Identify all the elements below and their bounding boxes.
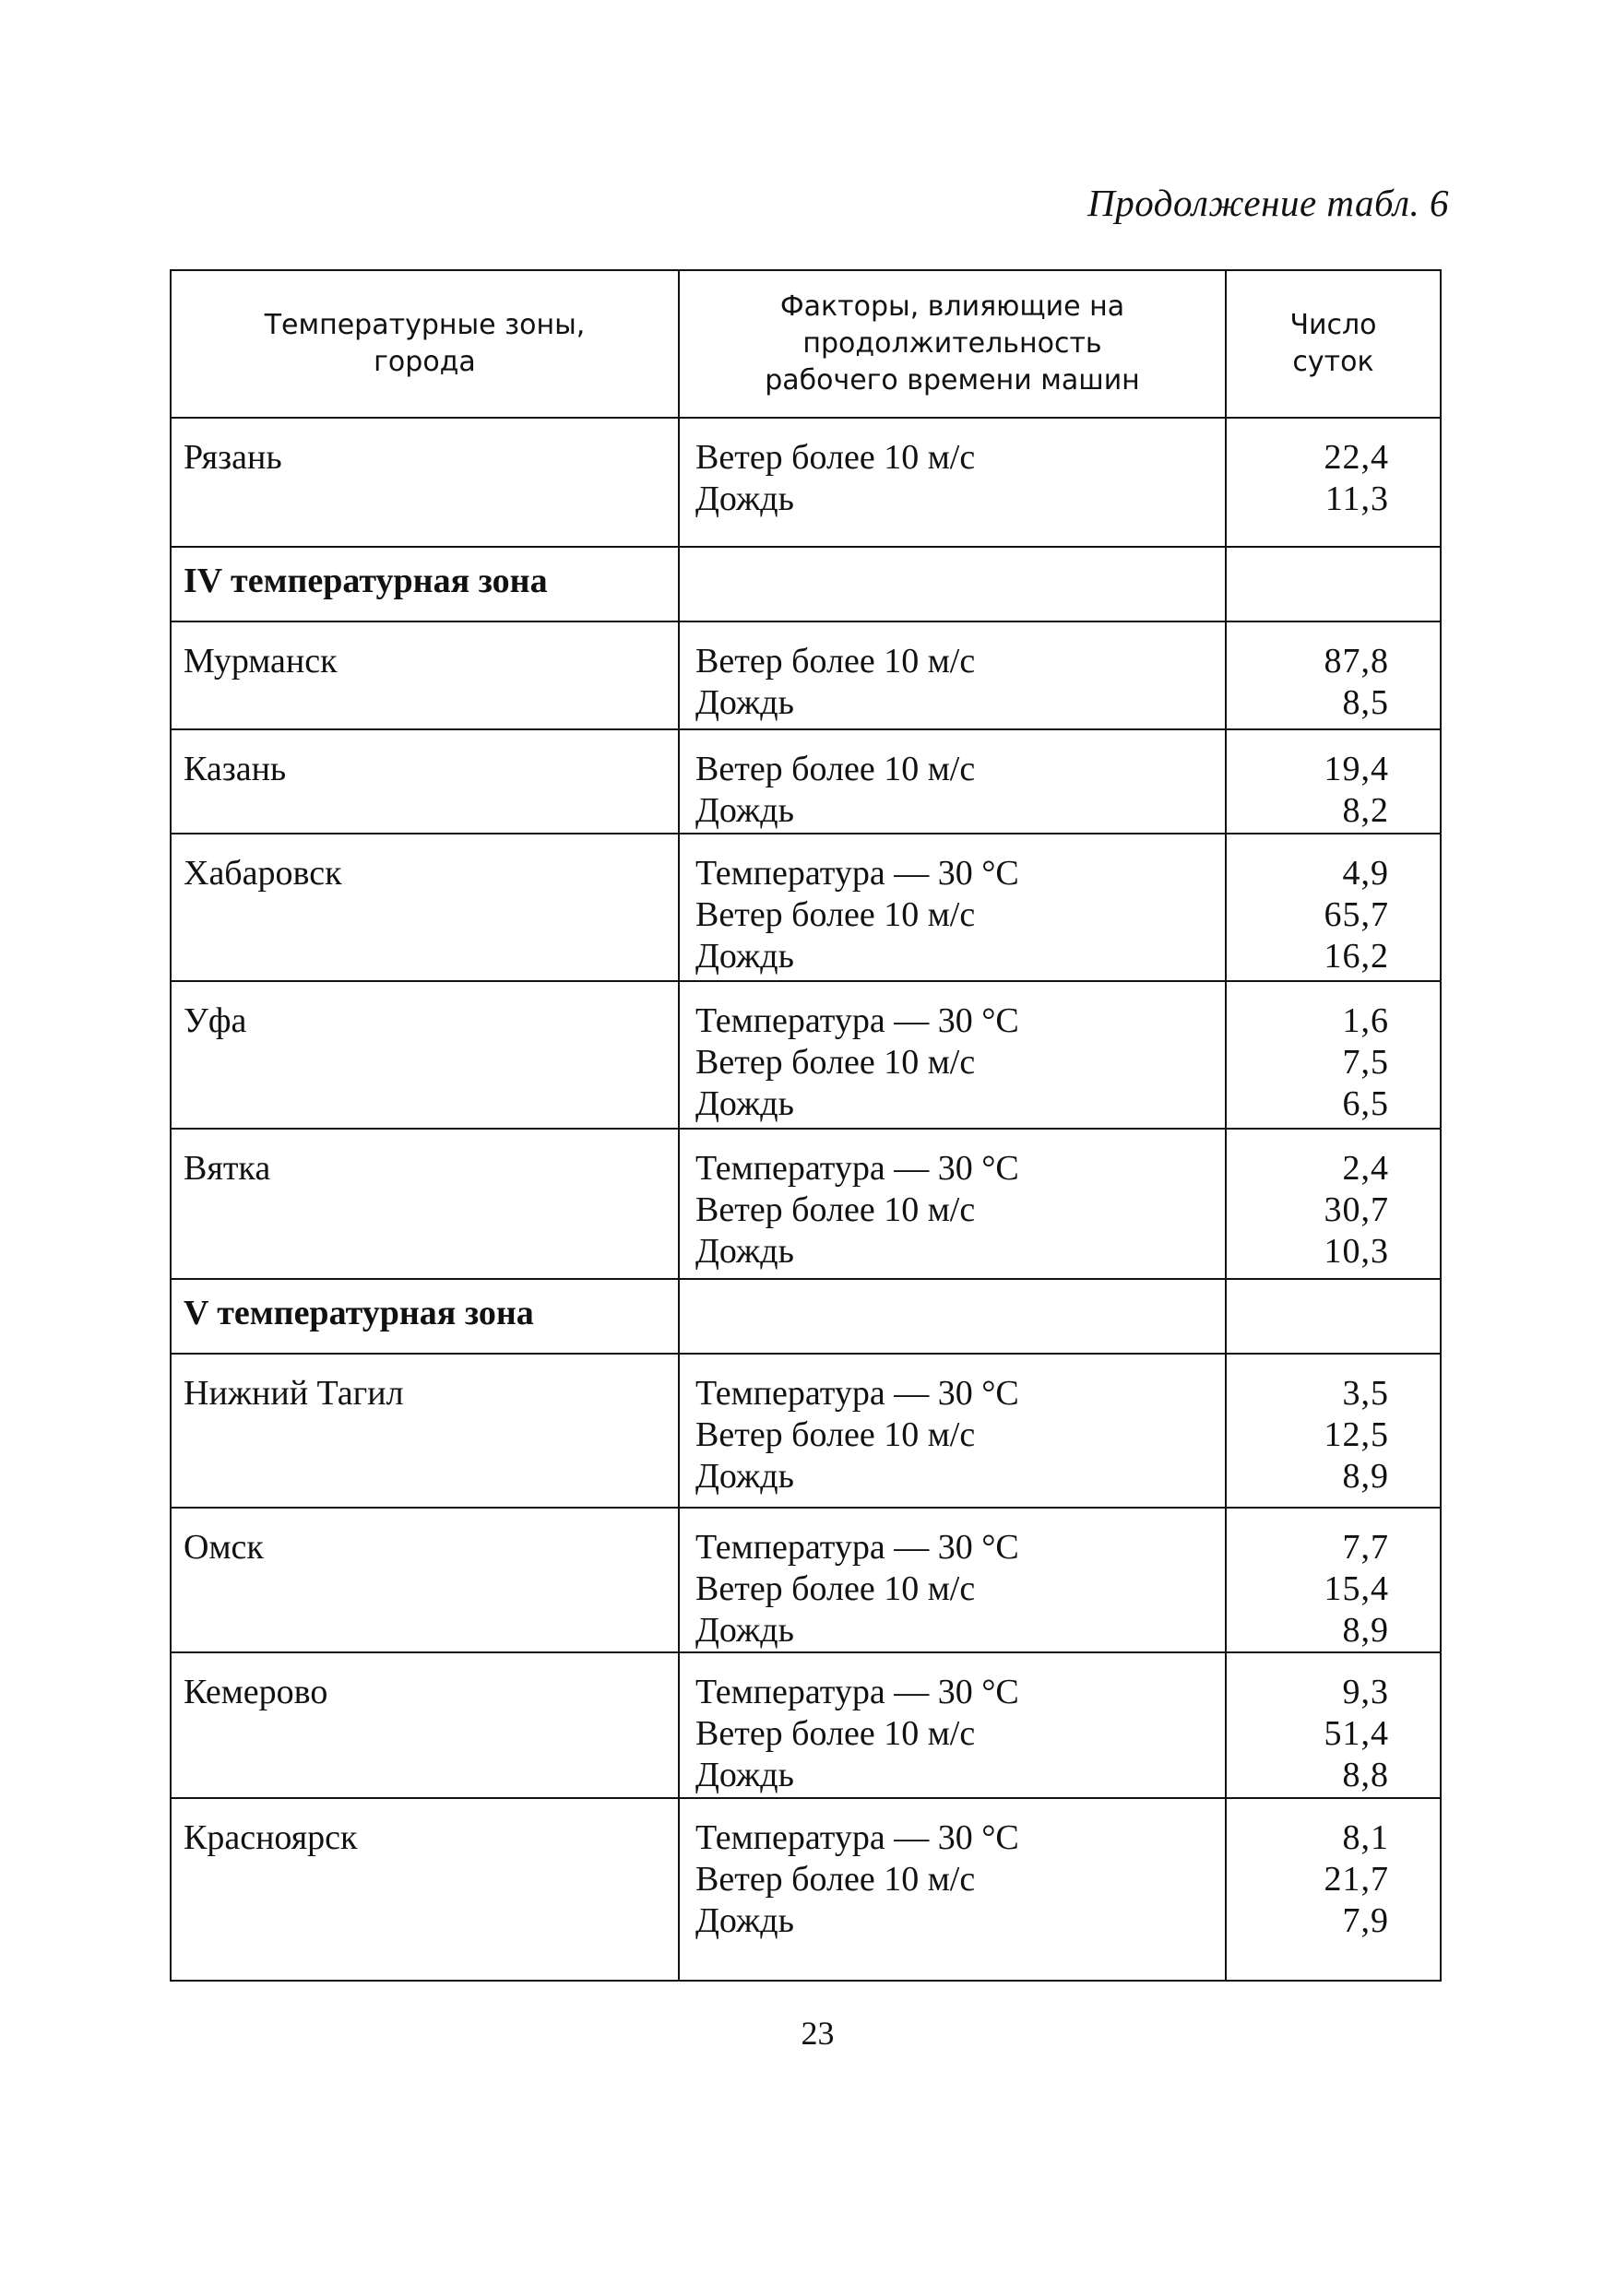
days-value: 8,8	[1342, 1756, 1389, 1794]
zone-heading: V температурная зона	[171, 1279, 679, 1354]
table-caption: Продолжение табл. 6	[1087, 182, 1449, 224]
days-value: 7,7	[1342, 1528, 1389, 1567]
factors-cell	[679, 834, 1226, 981]
factors-cell	[679, 621, 1226, 729]
zone-row	[171, 1279, 1441, 1354]
city-name: Нижний Тагил	[171, 1354, 679, 1508]
days-value: 8,9	[1342, 1611, 1389, 1650]
page-number: 23	[801, 2015, 835, 2052]
empty-cell	[679, 547, 1226, 621]
days-cell	[1226, 621, 1441, 729]
factor-item: Температура — 30 °С	[695, 1528, 1019, 1567]
days-cell	[1226, 1354, 1441, 1508]
factor-item: Температура — 30 °С	[695, 1001, 1019, 1040]
city-name: Рязань	[171, 418, 679, 547]
factor-item: Дождь	[695, 479, 794, 518]
days-value: 1,6	[1342, 1001, 1389, 1040]
days-value: 12,5	[1324, 1415, 1389, 1454]
days-cell	[1226, 418, 1441, 547]
days-cell	[1226, 1798, 1441, 1981]
header-factors: Факторы, влияющие на продолжительность рабочего времени машин	[679, 270, 1226, 418]
factor-item: Дождь	[695, 683, 794, 722]
factor-item: Дождь	[695, 1756, 794, 1794]
factors-cell	[679, 1508, 1226, 1652]
days-value: 16,2	[1324, 937, 1389, 976]
factor-item: Дождь	[695, 1901, 794, 1940]
city-name: Казань	[171, 729, 679, 834]
days-value: 8,2	[1342, 791, 1389, 830]
city-name: Омск	[171, 1508, 679, 1652]
days-value: 65,7	[1324, 895, 1389, 934]
factor-item: Температура — 30 °С	[695, 854, 1019, 893]
factor-item: Дождь	[695, 1611, 794, 1650]
factor-item: Ветер более 10 м/с	[695, 750, 976, 788]
days-value: 15,4	[1324, 1569, 1389, 1608]
empty-cell	[1226, 547, 1441, 621]
factor-item: Ветер более 10 м/с	[695, 895, 976, 934]
table-header-row	[171, 270, 1441, 418]
table-row	[171, 1798, 1441, 1981]
factors-cell	[679, 1798, 1226, 1981]
days-value: 11,3	[1324, 479, 1389, 518]
days-value: 8,9	[1342, 1457, 1389, 1496]
factor-item: Ветер более 10 м/с	[695, 1415, 976, 1454]
zone-row	[171, 547, 1441, 621]
days-value: 7,5	[1342, 1043, 1389, 1082]
days-value: 22,4	[1324, 438, 1389, 477]
factor-item: Дождь	[695, 1084, 794, 1123]
factor-item: Ветер более 10 м/с	[695, 1569, 976, 1608]
factor-item: Ветер более 10 м/с	[695, 1190, 976, 1229]
empty-cell	[1226, 1279, 1441, 1354]
days-value: 87,8	[1324, 642, 1389, 681]
factor-item: Ветер более 10 м/с	[695, 438, 976, 477]
factors-cell	[679, 1354, 1226, 1508]
table-row	[171, 621, 1441, 729]
days-cell	[1226, 1508, 1441, 1652]
days-value: 9,3	[1342, 1673, 1389, 1711]
factors-cell	[679, 418, 1226, 547]
zone-heading: IV температурная зона	[171, 547, 679, 621]
days-value: 3,5	[1342, 1374, 1389, 1413]
factors-cell	[679, 1652, 1226, 1798]
city-name: Красноярск	[171, 1798, 679, 1981]
city-name: Мурманск	[171, 621, 679, 729]
table-row	[171, 1129, 1441, 1279]
factor-item: Температура — 30 °С	[695, 1149, 1019, 1188]
factor-item: Дождь	[695, 1232, 794, 1271]
factor-item: Ветер более 10 м/с	[695, 1860, 976, 1899]
days-value: 4,9	[1342, 854, 1389, 893]
factors-cell	[679, 981, 1226, 1129]
days-cell	[1226, 834, 1441, 981]
table-row	[171, 981, 1441, 1129]
days-value: 51,4	[1324, 1714, 1389, 1753]
days-value: 2,4	[1342, 1149, 1389, 1188]
days-value: 10,3	[1324, 1232, 1389, 1271]
city-name: Хабаровск	[171, 834, 679, 981]
table-row	[171, 834, 1441, 981]
factor-item: Ветер более 10 м/с	[695, 1714, 976, 1753]
factors-cell	[679, 729, 1226, 834]
table-row	[171, 418, 1441, 547]
table-row	[171, 1652, 1441, 1798]
city-name: Вятка	[171, 1129, 679, 1279]
header-zones-cities: Температурные зоны, города	[171, 270, 679, 418]
table-body	[171, 418, 1441, 1981]
days-cell	[1226, 729, 1441, 834]
days-cell	[1226, 1652, 1441, 1798]
days-value: 21,7	[1324, 1860, 1389, 1899]
days-value: 7,9	[1342, 1901, 1389, 1940]
days-value: 8,5	[1342, 683, 1389, 722]
days-value: 8,1	[1342, 1818, 1389, 1857]
empty-cell	[679, 1279, 1226, 1354]
city-name: Уфа	[171, 981, 679, 1129]
data-table	[170, 269, 1442, 1982]
factor-item: Дождь	[695, 937, 794, 976]
factor-item: Дождь	[695, 791, 794, 830]
factor-item: Температура — 30 °С	[695, 1673, 1019, 1711]
table-row	[171, 1508, 1441, 1652]
factor-item: Дождь	[695, 1457, 794, 1496]
factors-cell	[679, 1129, 1226, 1279]
table-row	[171, 1354, 1441, 1508]
days-value: 19,4	[1324, 750, 1389, 788]
days-cell	[1226, 981, 1441, 1129]
header-days: Число суток	[1226, 270, 1441, 418]
factor-item: Температура — 30 °С	[695, 1374, 1019, 1413]
days-value: 30,7	[1324, 1190, 1389, 1229]
days-cell	[1226, 1129, 1441, 1279]
factor-item: Ветер более 10 м/с	[695, 1043, 976, 1082]
days-value: 6,5	[1342, 1084, 1389, 1123]
table-row	[171, 729, 1441, 834]
factor-item: Ветер более 10 м/с	[695, 642, 976, 681]
factor-item: Температура — 30 °С	[695, 1818, 1019, 1857]
city-name: Кемерово	[171, 1652, 679, 1798]
